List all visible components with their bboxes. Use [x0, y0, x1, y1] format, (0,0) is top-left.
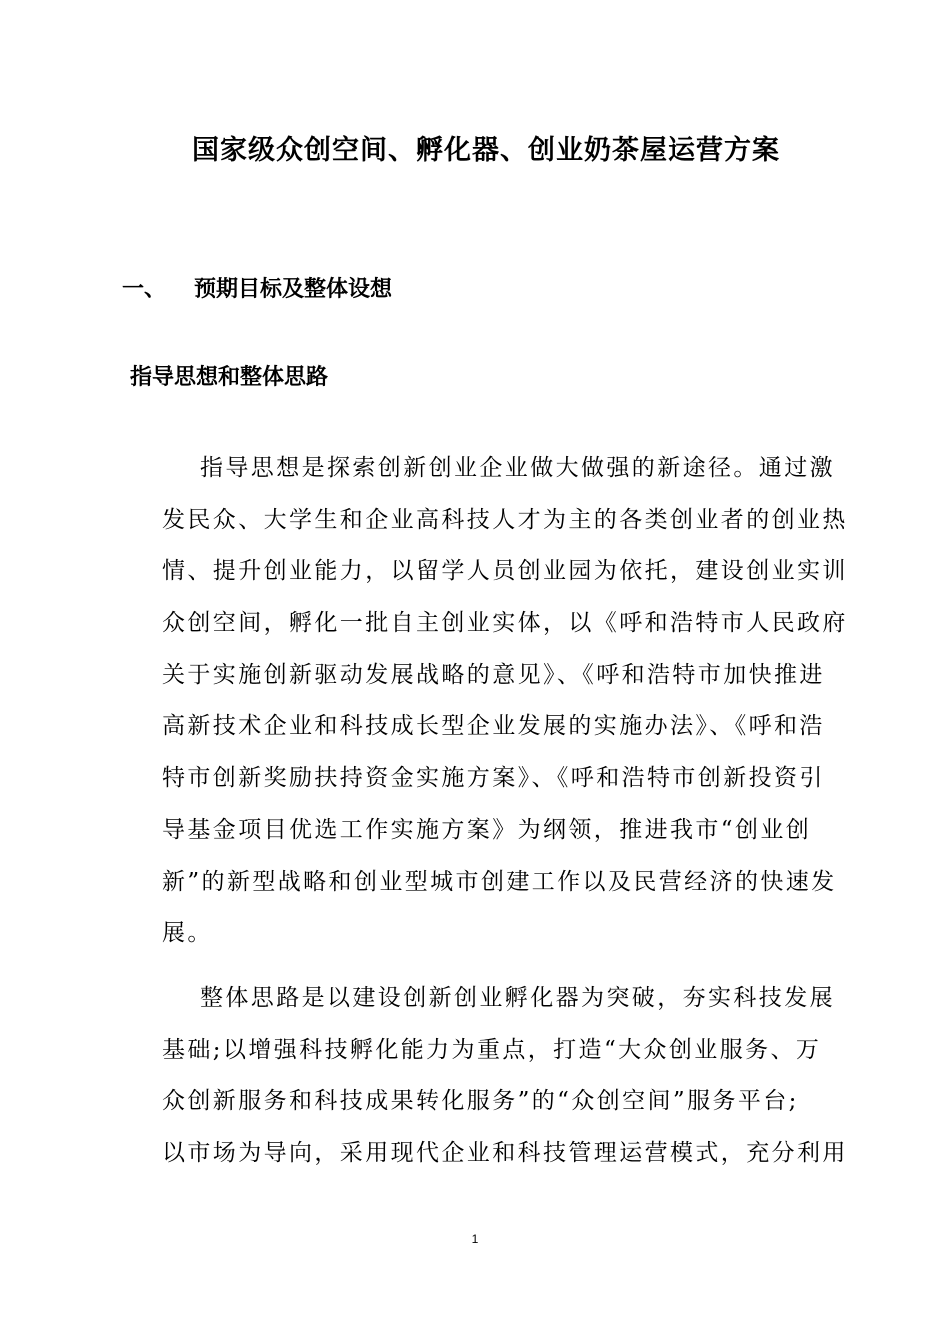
paragraph-line: 关于实施创新驱动发展战略的意见》、《呼和浩特市加快推进 [162, 661, 825, 688]
section-number: 一、 [122, 277, 167, 302]
paragraph-line: 情、提升创业能力，以留学人员创业园为依托，建设创业实训 [162, 558, 848, 585]
page-number: 1 [471, 1232, 479, 1246]
paragraph-line: 众创空间，孵化一批自主创业实体，以《呼和浩特市人民政府 [162, 610, 848, 637]
paragraph-line: 展。 [162, 920, 213, 947]
paragraph-line: 指导思想是探索创新创业企业做大做强的新途径。通过激 [200, 455, 835, 481]
paragraph-line: 新”的新型战略和创业型城市创建工作以及民营经济的快速发 [162, 868, 837, 895]
paragraph-line: 发民众、大学生和企业高科技人才为主的各类创业者的创业热 [162, 506, 848, 533]
document-title: 国家级众创空间、孵化器、创业奶茶屋运营方案 [192, 135, 780, 166]
paragraph-line: 高新技术企业和科技成长型企业发展的实施办法》、《呼和浩 [162, 713, 825, 740]
paragraph-line: 基础;以增强科技孵化能力为重点，打造“大众创业服务、万 [162, 1036, 822, 1063]
paragraph-line: 导基金项目优选工作实施方案》为纲领，推进我市“创业创 [162, 816, 812, 843]
paragraph-guiding-ideology [162, 452, 848, 969]
paragraph-line: 以市场为导向，采用现代企业和科技管理运营模式，充分利用 [162, 1140, 848, 1167]
subsection-heading: 指导思想和整体思路 [130, 365, 329, 390]
section-title: 预期目标及整体设想 [194, 277, 393, 302]
paragraph-line: 众创新服务和科技成果转化服务”的“众创空间”服务平台; [162, 1088, 799, 1115]
section-heading [122, 274, 392, 306]
paragraph-line: 特市创新奖励扶持资金实施方案》、《呼和浩特市创新投资引 [162, 765, 825, 792]
paragraph-overall-approach [162, 982, 848, 1189]
paragraph-line: 整体思路是以建设创新创业孵化器为突破，夯实科技发展 [200, 985, 835, 1011]
